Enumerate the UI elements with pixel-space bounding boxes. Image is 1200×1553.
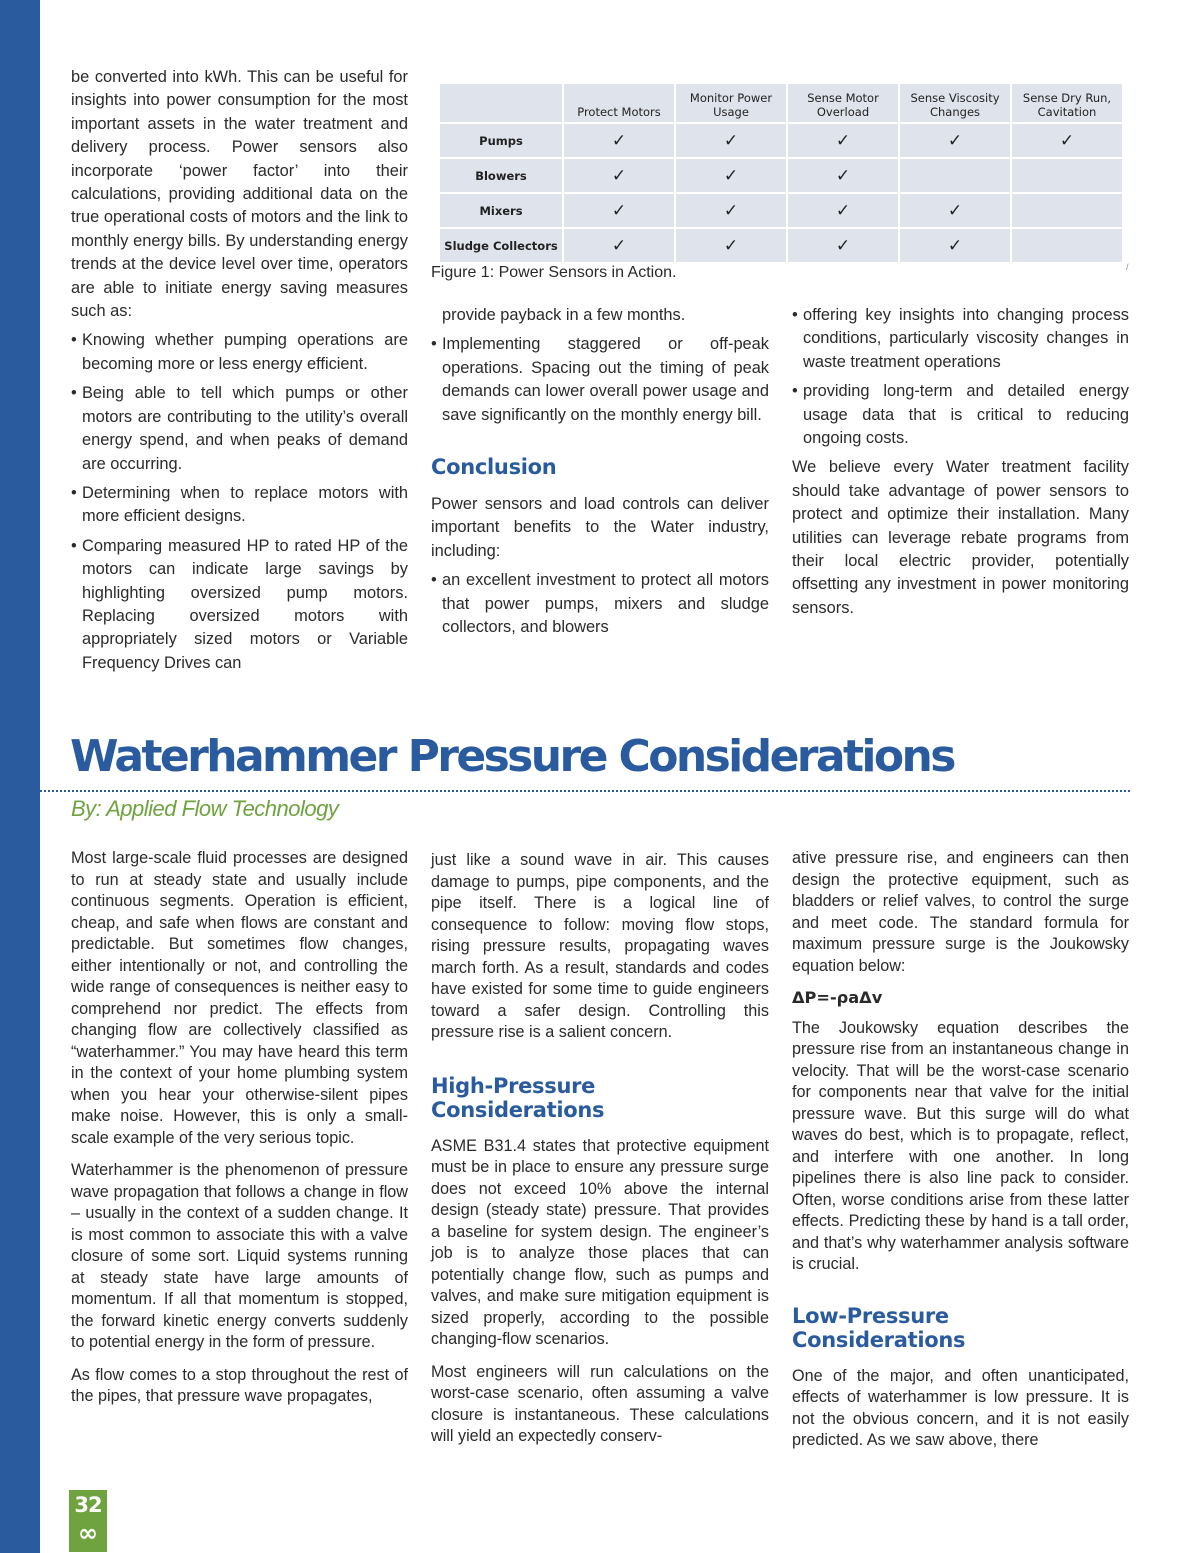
bullet-list <box>792 304 1129 450</box>
page-number-badge <box>69 1490 107 1552</box>
check-icon: ✓ <box>675 228 787 263</box>
table-row <box>439 193 1123 228</box>
check-icon: ✓ <box>675 123 787 158</box>
paragraph: be converted into kWh. This can be useful for insights into power consumption for the most important assets in the water treatment and delivery process. Power sensors also incorporate ‘power factor’ into their calculations, providing additional data on the true operational costs of motors and the link to monthly energy bills. By understanding energy trends at the device level over time, operators are able to initiate energy saving measures such as: <box>71 68 408 321</box>
empty-cell <box>1011 228 1123 263</box>
corner-mark: / <box>1126 262 1129 272</box>
article-title: Waterhammer Pressure Considerations <box>70 731 954 782</box>
empty-cell <box>1011 158 1123 193</box>
check-icon: ✓ <box>563 193 675 228</box>
list-item: • Implementing staggered or off-peak operations. Spacing out the timing of peak demands can lower overall power usage and save significantly on the monthly energy bill. <box>431 333 769 427</box>
paragraph: We believe every Water treatment facility should take advantage of power sensors to protect and optimize their installation. Many utilities can leverage rebate programs from their local electric provider, potentially offsetting any investment in power monitoring sensors. <box>792 458 1129 617</box>
table-row <box>439 123 1123 158</box>
row-label: Sludge Collectors <box>439 228 563 263</box>
top-column-2 <box>431 304 769 645</box>
check-icon: ✓ <box>899 228 1011 263</box>
top-column-3 <box>792 304 1129 620</box>
top-column-1 <box>71 66 408 681</box>
table-corner <box>439 83 563 123</box>
high-pressure-heading: High-Pressure Considerations <box>431 1073 605 1122</box>
check-icon: ✓ <box>899 193 1011 228</box>
check-icon: ✓ <box>1011 123 1123 158</box>
check-icon: ✓ <box>899 123 1011 158</box>
check-icon: ✓ <box>675 193 787 228</box>
row-label: Pumps <box>439 123 563 158</box>
check-icon: ✓ <box>787 193 899 228</box>
empty-cell <box>1011 193 1123 228</box>
check-icon: ✓ <box>563 123 675 158</box>
paragraph: One of the major, and often unanticipated, effects of waterhammer is low pressure. It is not the obvious concern, and it is not easily predicted. As we saw above, there <box>792 1366 1129 1449</box>
joukowsky-equation: ΔP=-ρaΔv <box>792 988 883 1007</box>
check-icon: ✓ <box>563 228 675 263</box>
paragraph: Most engineers will run calculations on the worst-case scenario, often assuming a valve closure is instantaneous. These calculations will yield an expectedly conserv- <box>431 1362 769 1445</box>
table-row <box>439 228 1123 263</box>
table-row <box>439 158 1123 193</box>
row-label: Mixers <box>439 193 563 228</box>
list-item: • an excellent investment to protect all motors that power pumps, mixers and sludge collectors, and blowers <box>431 569 769 639</box>
table-header: Monitor Power Usage <box>675 83 787 123</box>
list-item: • offering key insights into changing process conditions, particularly viscosity changes in waste treatment operations <box>792 304 1129 374</box>
list-item: • providing long-term and detailed energy usage data that is critical to reducing ongoing costs. <box>792 380 1129 450</box>
table-header: Sense Viscosity Changes <box>899 83 1011 123</box>
article-column-1 <box>71 848 408 1408</box>
paragraph: ASME B31.4 states that protective equipment must be in place to ensure any pressure surge does not exceed 10% above the internal design (steady state) pressure. That provides a baseline for system design. The engineer’s job is to analyze those places that can potentially change flow, such as pumps and valves, and make sure mitigation equipment is sized properly, according to the possible changing-flow scenarios. <box>431 1136 769 1348</box>
check-icon: ✓ <box>787 228 899 263</box>
table-header: Sense Dry Run, Cavitation <box>1011 83 1123 123</box>
dotted-divider <box>40 790 1130 792</box>
article-column-2 <box>431 850 769 1448</box>
figure-caption: Figure 1: Power Sensors in Action. <box>431 264 677 281</box>
power-sensors-table <box>438 82 1124 264</box>
check-icon: ✓ <box>675 158 787 193</box>
table-header: Protect Motors <box>563 83 675 123</box>
byline: By: Applied Flow Technology <box>71 796 339 821</box>
table-header: Sense Motor Overload <box>787 83 899 123</box>
check-icon: ✓ <box>787 123 899 158</box>
list-item: • Determining when to replace motors with more efficient designs. <box>71 482 408 529</box>
row-label: Blowers <box>439 158 563 193</box>
check-icon: ✓ <box>787 158 899 193</box>
paragraph: As flow comes to a stop throughout the rest of the pipes, that pressure wave propagates, <box>71 1365 408 1405</box>
article-column-3 <box>792 848 1129 1452</box>
bullet-list <box>71 329 408 675</box>
paragraph: provide payback in a few months. <box>442 306 686 324</box>
bullet-list <box>431 333 769 427</box>
conclusion-heading: Conclusion <box>431 455 557 480</box>
bullet-list <box>431 569 769 639</box>
paragraph: Power sensors and load controls can deliver important benefits to the Water industry, including: <box>431 495 769 560</box>
check-icon: ✓ <box>563 158 675 193</box>
paragraph: just like a sound wave in air. This causes damage to pumps, pipe components, and the pipe itself. There is a logical line of consequence to follow: moving flow stops, rising pressure results, propagating waves march forth. As a result, standards and codes have existed for some time to guide engineers toward a safer design. Controlling this pressure rise is a salient concern. <box>431 851 769 1041</box>
paragraph: ative pressure rise, and engineers can then design the protective equipment, such as bladders or relief valves, to control the surge and meet code. The standard formula for maximum pressure surge is the Joukowsky equation below: <box>792 849 1129 975</box>
low-pressure-heading: Low-Pressure Considerations <box>792 1303 966 1352</box>
list-item: • Comparing measured HP to rated HP of the motors can indicate large savings by highlighting oversized pump motors. Replacing oversized motors with appropriately sized motors or Variable Frequency Drives can <box>71 535 408 675</box>
left-color-bar <box>0 0 40 1553</box>
page-number: 32 <box>74 1493 102 1517</box>
list-item: • Knowing whether pumping operations are becoming more or less energy efficient. <box>71 329 408 376</box>
paragraph: Waterhammer is the phenomenon of pressure wave propagation that follows a change in flow – usually in the context of a sudden change. It is most common to associate this with a valve closure of some sort. Liquid systems running at steady state have large amounts of momentum. If all that momentum is stopped, the forward kinetic energy converts suddenly to potential energy in the form of pressure. <box>71 1161 408 1351</box>
infinity-icon: ∞ <box>78 1519 98 1547</box>
paragraph: Most large-scale fluid processes are designed to run at steady state and usually include continuous segments. Operation is efficient, cheap, and safe when flows are constant and predictable. But sometimes flow changes, either intentionally or not, and controlling the wide range of consequences is neither easy to comprehend nor predict. The effects from changing flow are collectively classified as “waterhammer.” You may have heard this term in the context of your home plumbing system when you hear your otherwise-silent pipes make noise. However, this is only a small-scale example of the very serious topic. <box>71 849 408 1147</box>
paragraph: The Joukowsky equation describes the pressure rise from an instantaneous change in velocity. That will be the worst-case scenario for components near that valve for the initial pressure wave. But this surge will do what waves do best, which is to propagate, reflect, and interfere with one another. In long pipelines there is also line pack to consider. Often, worse conditions arise from these latter effects. Predicting these by hand is a tall order, and that’s why waterhammer analysis software is crucial. <box>792 1018 1129 1273</box>
empty-cell <box>899 158 1011 193</box>
list-item: • Being able to tell which pumps or other motors are contributing to the utility’s overall energy spend, and when peaks of demand are occurring. <box>71 382 408 476</box>
